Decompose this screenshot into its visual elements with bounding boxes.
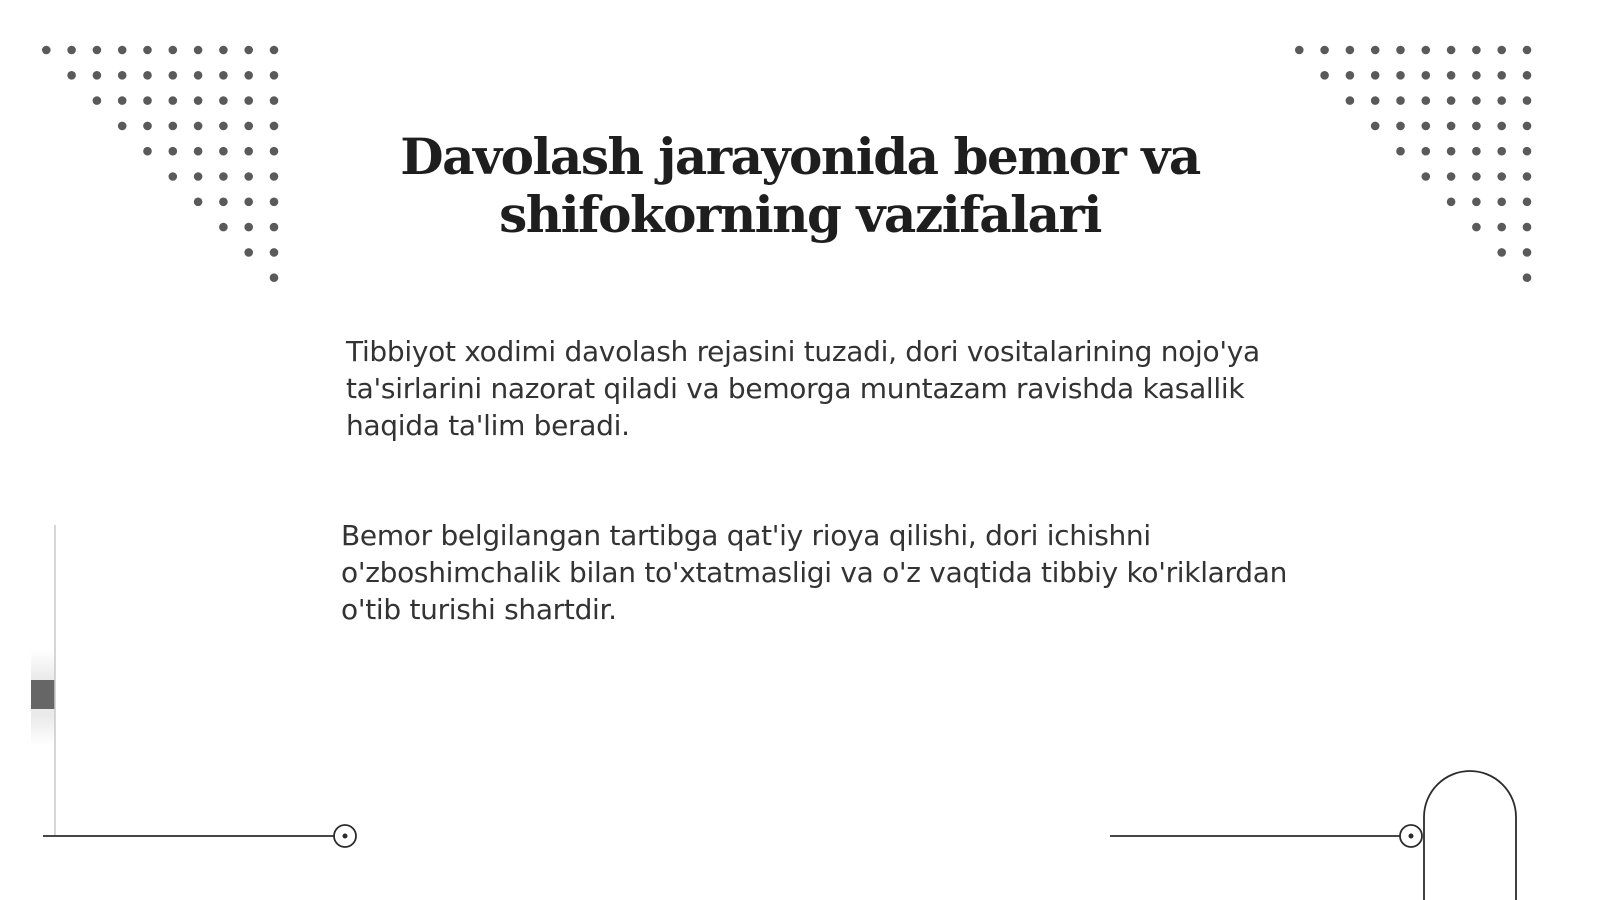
paragraph-patient: Bemor belgilangan tartibga qat'iy rioya qilishi, dori ichishni o'zboshimchalik bilan to'xtatmasligi va o'z vaqtida tibbiy ko'riklardan o'tib turishi shartdir.	[341, 519, 1288, 626]
slide-title: Davolash jarayonida bemor va shifokorning vazifalari	[400, 127, 1200, 244]
bottom-right-circle-icon	[1400, 825, 1422, 847]
arch-outline-icon	[1424, 771, 1516, 900]
bottom-left-circle-icon	[334, 825, 356, 847]
paragraph-medical-staff: Tibbiyot xodimi davolash rejasini tuzadi, dori vositalarining nojo'ya ta'sirlarini nazorat qiladi va bemorga muntazam ravishda kasallik haqida ta'lim beradi.	[346, 335, 1260, 442]
